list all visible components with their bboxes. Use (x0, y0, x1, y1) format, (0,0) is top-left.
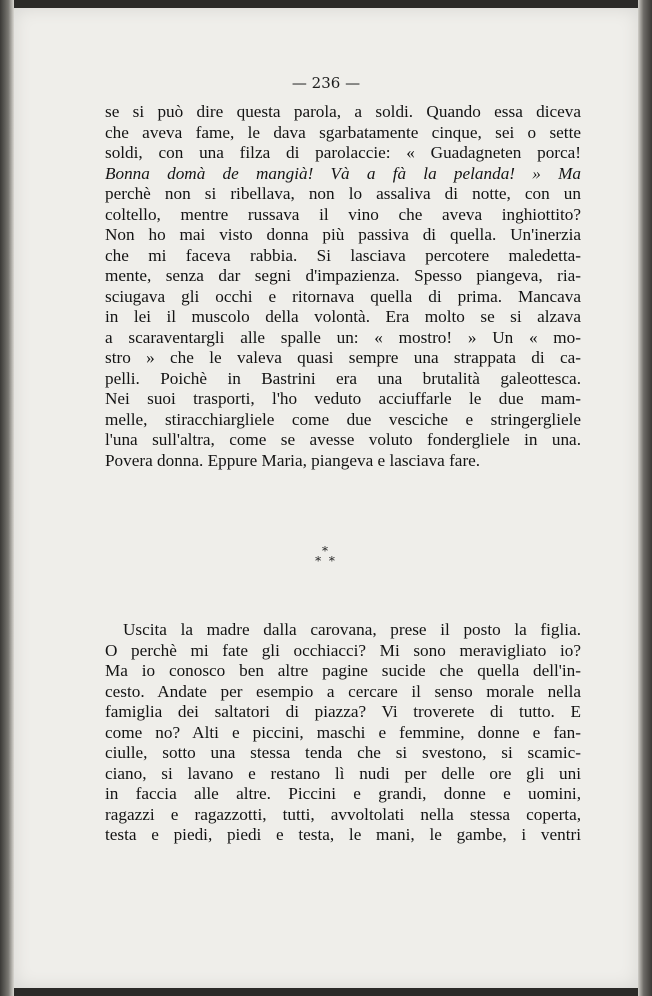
text-line: Nei suoi trasporti, l'ho veduto acciuffarle le due mam- (105, 389, 581, 408)
paragraph-2 (105, 620, 581, 846)
text-line: stro » che le valeva quasi sempre una strappata di ca- (105, 348, 581, 367)
text-line: in faccia alle altre. Piccini e grandi, donne e uomini, (105, 784, 581, 803)
text-line: che aveva fame, le dava sgarbatamente cinque, sei o sette (105, 122, 581, 142)
text-line: che mi faceva rabbia. Si lasciava percotere maledetta- (105, 245, 581, 265)
text-line: ciulle, sotto una stessa tenda che si svestono, si scamic- (105, 743, 581, 762)
text-line: testa e piedi, piedi e testa, le mani, le gambe, i ventri (105, 825, 581, 844)
text-line: Povera donna. Eppure Maria, piangeva e lasciava fare. (105, 450, 481, 470)
text-line: ragazzi e ragazzotti, tutti, avvoltolati nella stessa coperta, (105, 804, 581, 824)
text-line: Non ho mai visto donna più passiva di quella. Un'inerzia (105, 225, 581, 244)
text-line: cesto. Andate per esempio a cercare il senso morale nella (105, 681, 581, 701)
text-line: ciano, si lavano e restano lì nudi per delle ore gli uni (105, 763, 581, 783)
text-line: se si può dire questa parola, a soldi. Quando essa diceva (105, 102, 581, 121)
text-line: sciugava gli occhi e ritornava quella di prima. Mancava (105, 286, 581, 306)
book-page (14, 8, 638, 988)
text-line: coltello, mentre russava il vino che aveva inghiottito? (105, 204, 581, 224)
text-line: in lei il muscolo della volontà. Era molto se si alzava (105, 307, 581, 326)
text-line: a scaraventargli alle spalle un: « mostro! » Un « mo- (105, 327, 581, 347)
book-edge-right (638, 0, 652, 996)
text-line: come no? Alti e piccini, maschi e femmine, donne e fan- (105, 722, 581, 742)
book-edge-left (0, 0, 14, 996)
text-line: melle, stiracchiargliele come due vesciche e stringergliele (105, 409, 581, 429)
page-number: — 236 — (291, 74, 361, 92)
asterism: * * * (315, 544, 337, 568)
text-line: mente, senza dar segni d'impazienza. Spesso piangeva, ria- (105, 266, 581, 285)
section-separator (14, 546, 638, 566)
text-line: famiglia dei saltatori di piazza? Vi troverete di tutto. E (105, 702, 581, 721)
text-line: Bonna domà de mangià! Và a fà la pelanda! » Ma (105, 163, 581, 183)
text-line: Uscita la madre dalla carovana, prese il posto la figlia. (123, 620, 581, 639)
text-line: pelli. Poichè in Bastrini era una brutalità galeottesca. (105, 368, 581, 388)
text-line: soldi, con una filza di parolaccie: « Guadagneten porca! (105, 143, 581, 162)
text-line: l'una sull'altra, come se avesse voluto fondergliele in una. (105, 430, 581, 449)
paragraph-1 (105, 102, 581, 471)
text-line: Ma io conosco ben altre pagine sucide che quella dell'in- (105, 661, 581, 680)
text-line: perchè non si ribellava, non lo assaliva di notte, con un (105, 184, 581, 203)
text-line: O perchè mi fate gli occhiacci? Mi sono meravigliato io? (105, 640, 581, 660)
